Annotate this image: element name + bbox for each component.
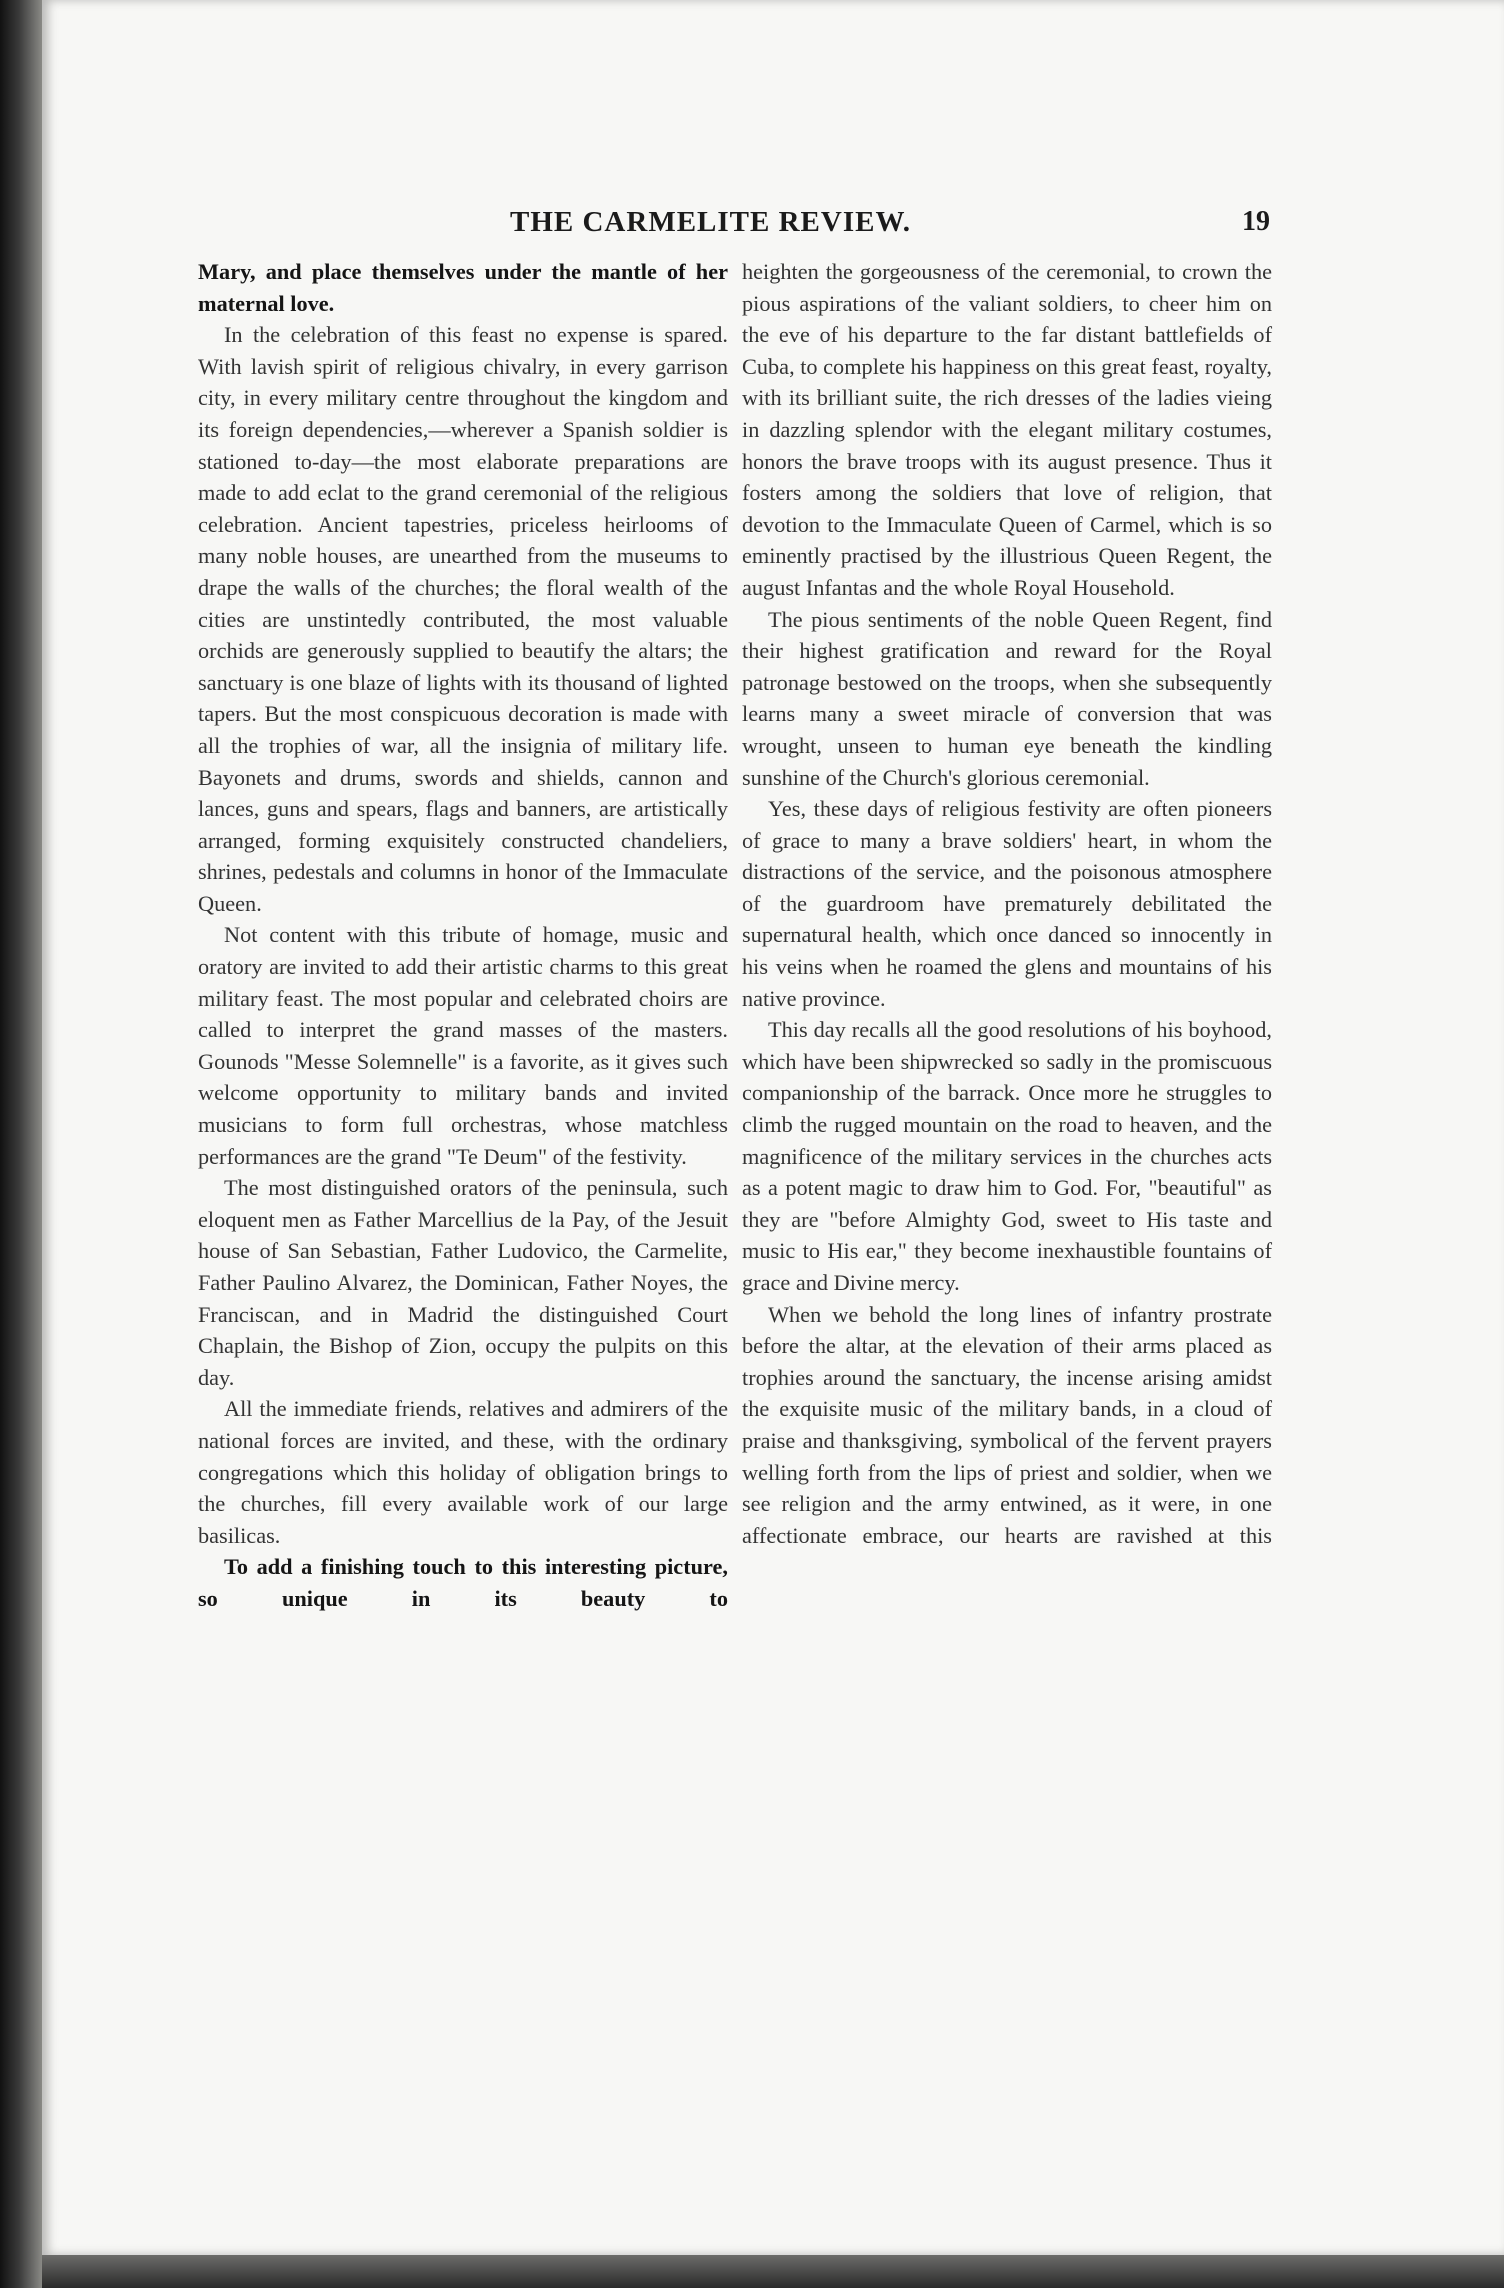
paragraph: In the celebration of this feast no expense is spared. With lavish spirit of religious chivalry, in every garrison city, in every military centre throughout the kingdom and its foreign dependencies,—wherever a Spanish soldier is stationed to-day—the most elaborate preparations are made to add eclat to the grand ceremonial of the religious celebration. Ancient tapestries, priceless heirlooms of many noble houses, are unearthed from the museums to drape the walls of the churches; the floral wealth of the cities are unstintedly contributed, the most valuable orchids are generously supplied to beautify the altars; the sanctuary is one blaze of lights with its thousand of lighted tapers. But the most conspicuous decoration is made with all the trophies of war, all the insignia of military life. Bayonets and drums, swords and shields, cannon and lances, guns and spears, flags and banners, are artistically arranged, forming exquisitely constructed chandeliers, shrines, pedestals and columns in honor of the Immaculate Queen. — [198, 322, 728, 916]
paragraph: This day recalls all the good resolutions of his boyhood, which have been shipwrecked so sadly in the promiscuous companionship of the barrack. Once more he struggles to climb the rugged mountain on the road to heaven, and the magnificence of the military services in the churches acts as a potent magic to draw him to God. For, "beautiful" as they are "before Almighty God, sweet to His taste and music to His ear," they become inexhaustible fountains of grace and Divine mercy. — [742, 1017, 1272, 1295]
left-column — [198, 256, 728, 1615]
paragraph: Yes, these days of religious festivity are often pioneers of grace to many a brave soldiers' heart, in whom the distractions of the service, and the poisonous atmosphere of the guardroom have prematurely debilitated the supernatural health, which once danced so innocently in his veins when he roamed the glens and mountains of his native province. — [742, 796, 1272, 1011]
running-title: THE CARMELITE REVIEW. — [510, 206, 912, 238]
paragraph: The pious sentiments of the noble Queen Regent, find their highest gratification and reward for the Royal patronage bestowed on the troops, when she subsequently learns many a sweet miracle of conversion that was wrought, unseen to human eye beneath the kindling sunshine of the Church's glorious ceremonial. — [742, 606, 1272, 790]
paragraph: Mary, and place themselves under the mantle of her maternal love. — [198, 259, 728, 316]
paragraph: All the immediate friends, relatives and admirers of the national forces are invited, and these, with the ordinary congregations which this holiday of obligation brings to the churches, fill every available work of our large basilicas. — [198, 1396, 728, 1548]
page-number: 19 — [1242, 206, 1270, 237]
paragraph: Not content with this tribute of homage, music and oratory are invited to add their artistic charms to this great military feast. The most popular and celebrated choirs are called to interpret the grand masses of the masters. Gounods "Messe Solemnelle" is a favorite, as it gives such welcome opportunity to military bands and invited musicians to form full orchestras, whose matchless performances are the grand "Te Deum" of the festivity. — [198, 922, 728, 1169]
right-column — [742, 256, 1272, 1551]
paragraph: To add a finishing touch to this interesting picture, so unique in its beauty to — [198, 1554, 728, 1611]
paragraph: The most distinguished orators of the peninsula, such eloquent men as Father Marcellius de la Pay, of the Jesuit house of San Sebastian, Father Ludovico, the Carmelite, Father Paulino Alvarez, the Dominican, Father Noyes, the Franciscan, and in Madrid the distinguished Court Chaplain, the Bishop of Zion, occupy the pulpits on this day. — [198, 1175, 728, 1390]
book-binding-edge — [0, 0, 42, 2288]
paragraph: heighten the gorgeousness of the ceremonial, to crown the pious aspirations of the valiant soldiers, to cheer him on the eve of his departure to the far distant battlefields of Cuba, to complete his happiness on this great feast, royalty, with its brilliant suite, the rich dresses of the ladies vieing in dazzling splendor with the elegant military costumes, honors the brave troops with its august presence. Thus it fosters among the soldiers that love of religion, that devotion to the Immaculate Queen of Carmel, which is so eminently practised by the illustrious Queen Regent, the august Infantas and the whole Royal Household. — [742, 259, 1272, 600]
page-header — [470, 206, 1300, 246]
paragraph: When we behold the long lines of infantry prostrate before the altar, at the elevation of their arms placed as trophies around the sanctuary, the incense arising amidst the exquisite music of the military bands, in a cloud of praise and thanksgiving, symbolical of the fervent prayers welling forth from the lips of priest and soldier, when we see religion and the army entwined, as it were, in one affectionate embrace, our hearts are ravished at this — [742, 1301, 1272, 1548]
page-bottom-edge — [42, 2255, 1504, 2288]
